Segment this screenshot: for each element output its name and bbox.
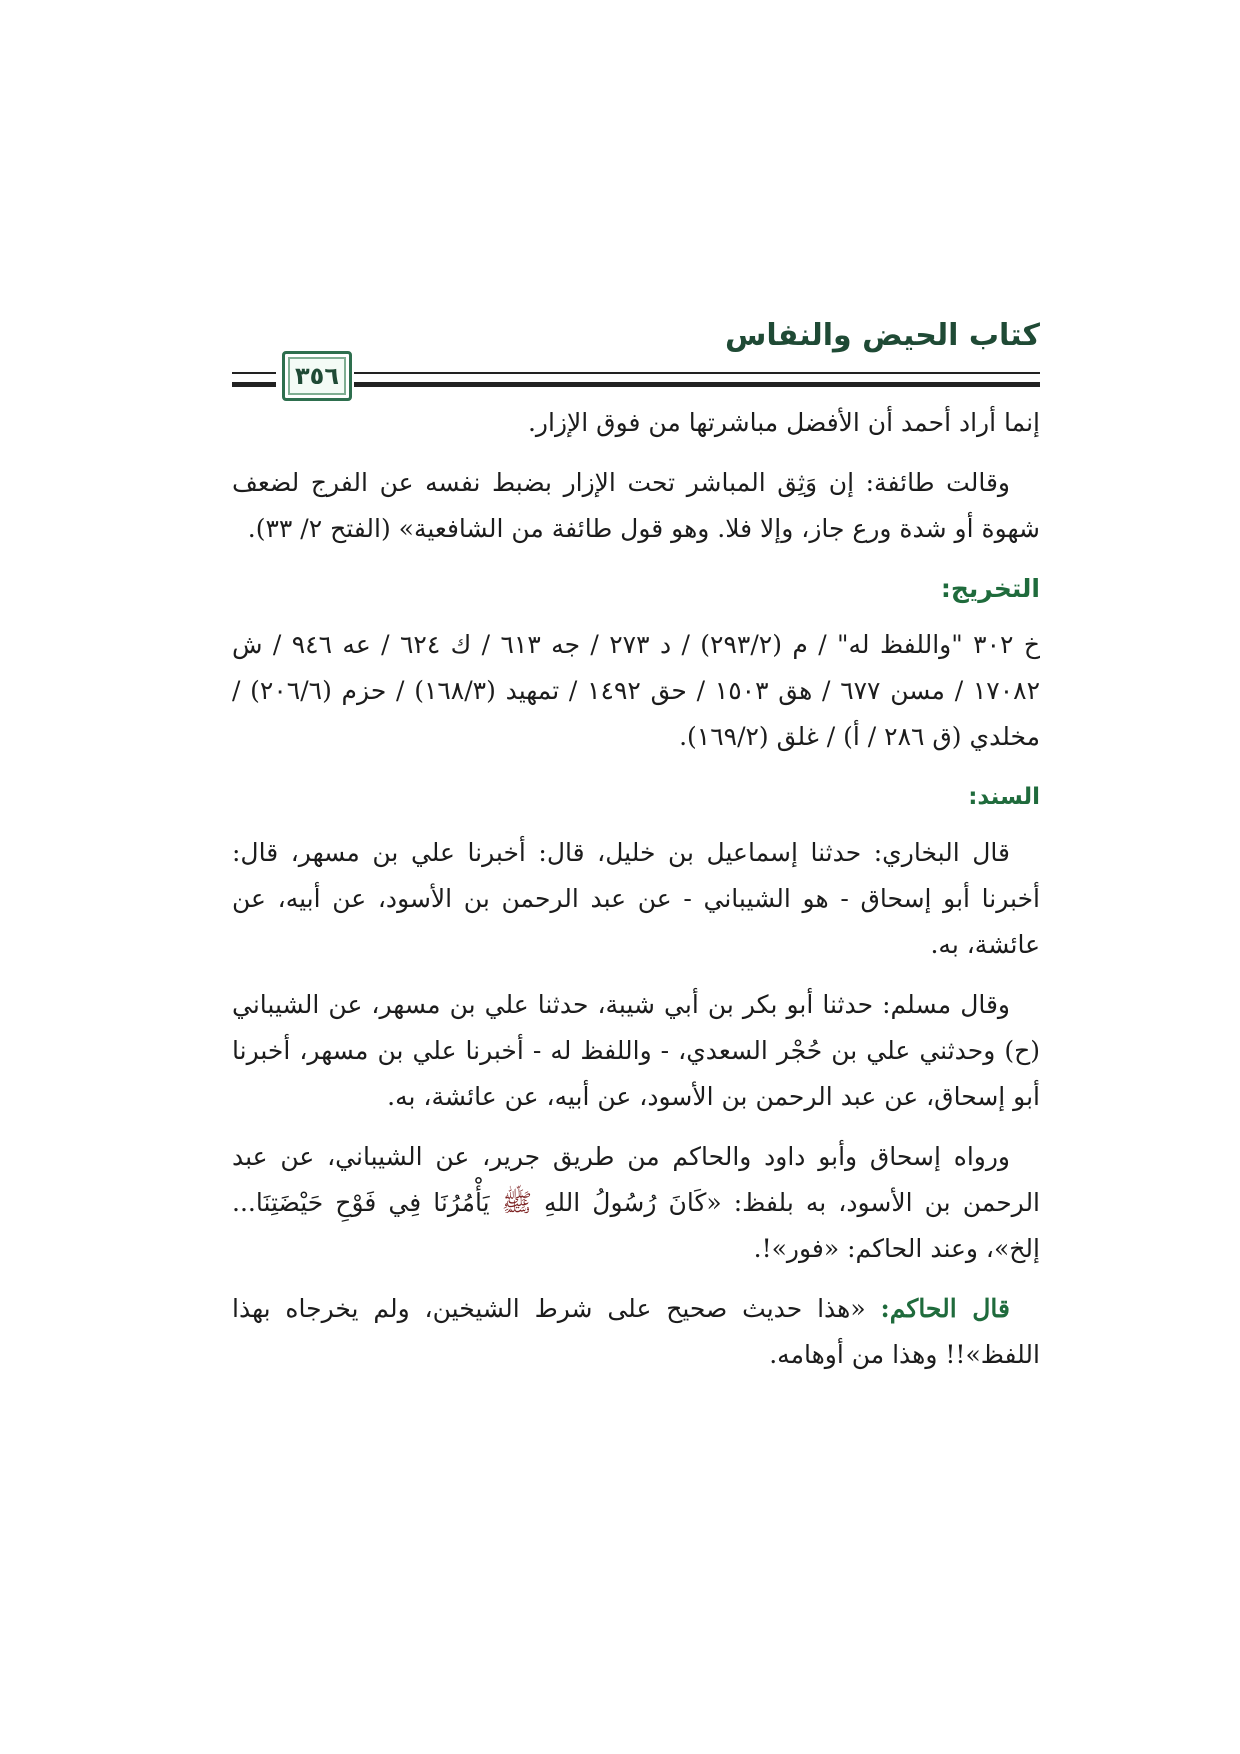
section-heading-takhrij: التخريج:	[940, 574, 1040, 603]
header-rule	[232, 372, 276, 374]
paragraph-text: يَأْمُرُنَا فِي فَوْحِ حَيْضَتِنَا... إلخ»، وعند الحاكم: «فور»!.	[232, 1188, 1040, 1263]
header-rule	[354, 372, 1040, 374]
paragraph: قال البخاري: حدثنا إسماعيل بن خليل، قال: أخبرنا علي بن مسهر، قال: أخبرنا أبو إسحاق - هو الشيباني - عن عبد الرحمن بن الأسود، عن أبيه، عن عائشة، به.	[232, 838, 1040, 959]
paragraph	[232, 1134, 1040, 1272]
salawat-glyph: ﷺ	[501, 1188, 532, 1217]
paragraph: وقال مسلم: حدثنا أبو بكر بن أبي شيبة، حدثنا علي بن مسهر، عن الشيباني (ح) وحدثني علي بن حُجْر السعدي، - واللفظ له - أخبرنا علي بن مسهر، أخبرنا أبو إسحاق، عن عبد الرحمن بن الأسود، عن أبيه، عن عائشة، به.	[232, 990, 1040, 1111]
header-rule	[354, 382, 1040, 387]
paragraph-text: ورواه إسحاق وأبو داود والحاكم من طريق جرير، عن الشيباني، عن عبد الرحمن بن الأسود، به بلفظ: «كَانَ رُسُولُ اللهِ	[232, 1142, 1041, 1217]
header-rule	[232, 382, 276, 387]
paragraph: وقالت طائفة: إن وَثِق المباشر تحت الإزار بضبط نفسه عن الفرج لضعف شهوة أو شدة ورع جاز، وإلا فلا. وهو قول طائفة من الشافعية» (الفتح ٢/ ٣٣).	[232, 468, 1040, 543]
speaker-lead: قال الحاكم:	[880, 1294, 1010, 1323]
running-title: كتاب الحيض والنفاس	[724, 318, 1040, 353]
paragraph: إنما أراد أحمد أن الأفضل مباشرتها من فوق الإزار.	[527, 408, 1040, 437]
paragraph-text: «هذا حديث صحيح على شرط الشيخين، ولم يخرجاه بهذا اللفظ»!! وهذا من أوهامه.	[232, 1294, 1040, 1369]
page-header	[232, 318, 1040, 392]
paragraph	[232, 1286, 1040, 1378]
page-number-frame	[282, 351, 352, 401]
takhrij-references: خ ٣٠٢ "واللفظ له" / م (٢٩٣/٢) / د ٢٧٣ / جه ٦١٣ / ك ٦٢٤ / عه ٩٤٦ / ش ١٧٠٨٢ / مسن ٦٧٧ / هق ١٥٠٣ / حق ١٤٩٢ / تمهيد (١٦٨/٣) / حزم (٢٠٦/٦) / مخلدي (ق ٢٨٦ / أ) / غلق (١٦٩/٢).	[232, 630, 1040, 751]
page-number: ٣٥٦	[295, 362, 339, 390]
page-body	[232, 400, 1040, 1392]
section-heading-sanad: السند:	[968, 784, 1040, 810]
